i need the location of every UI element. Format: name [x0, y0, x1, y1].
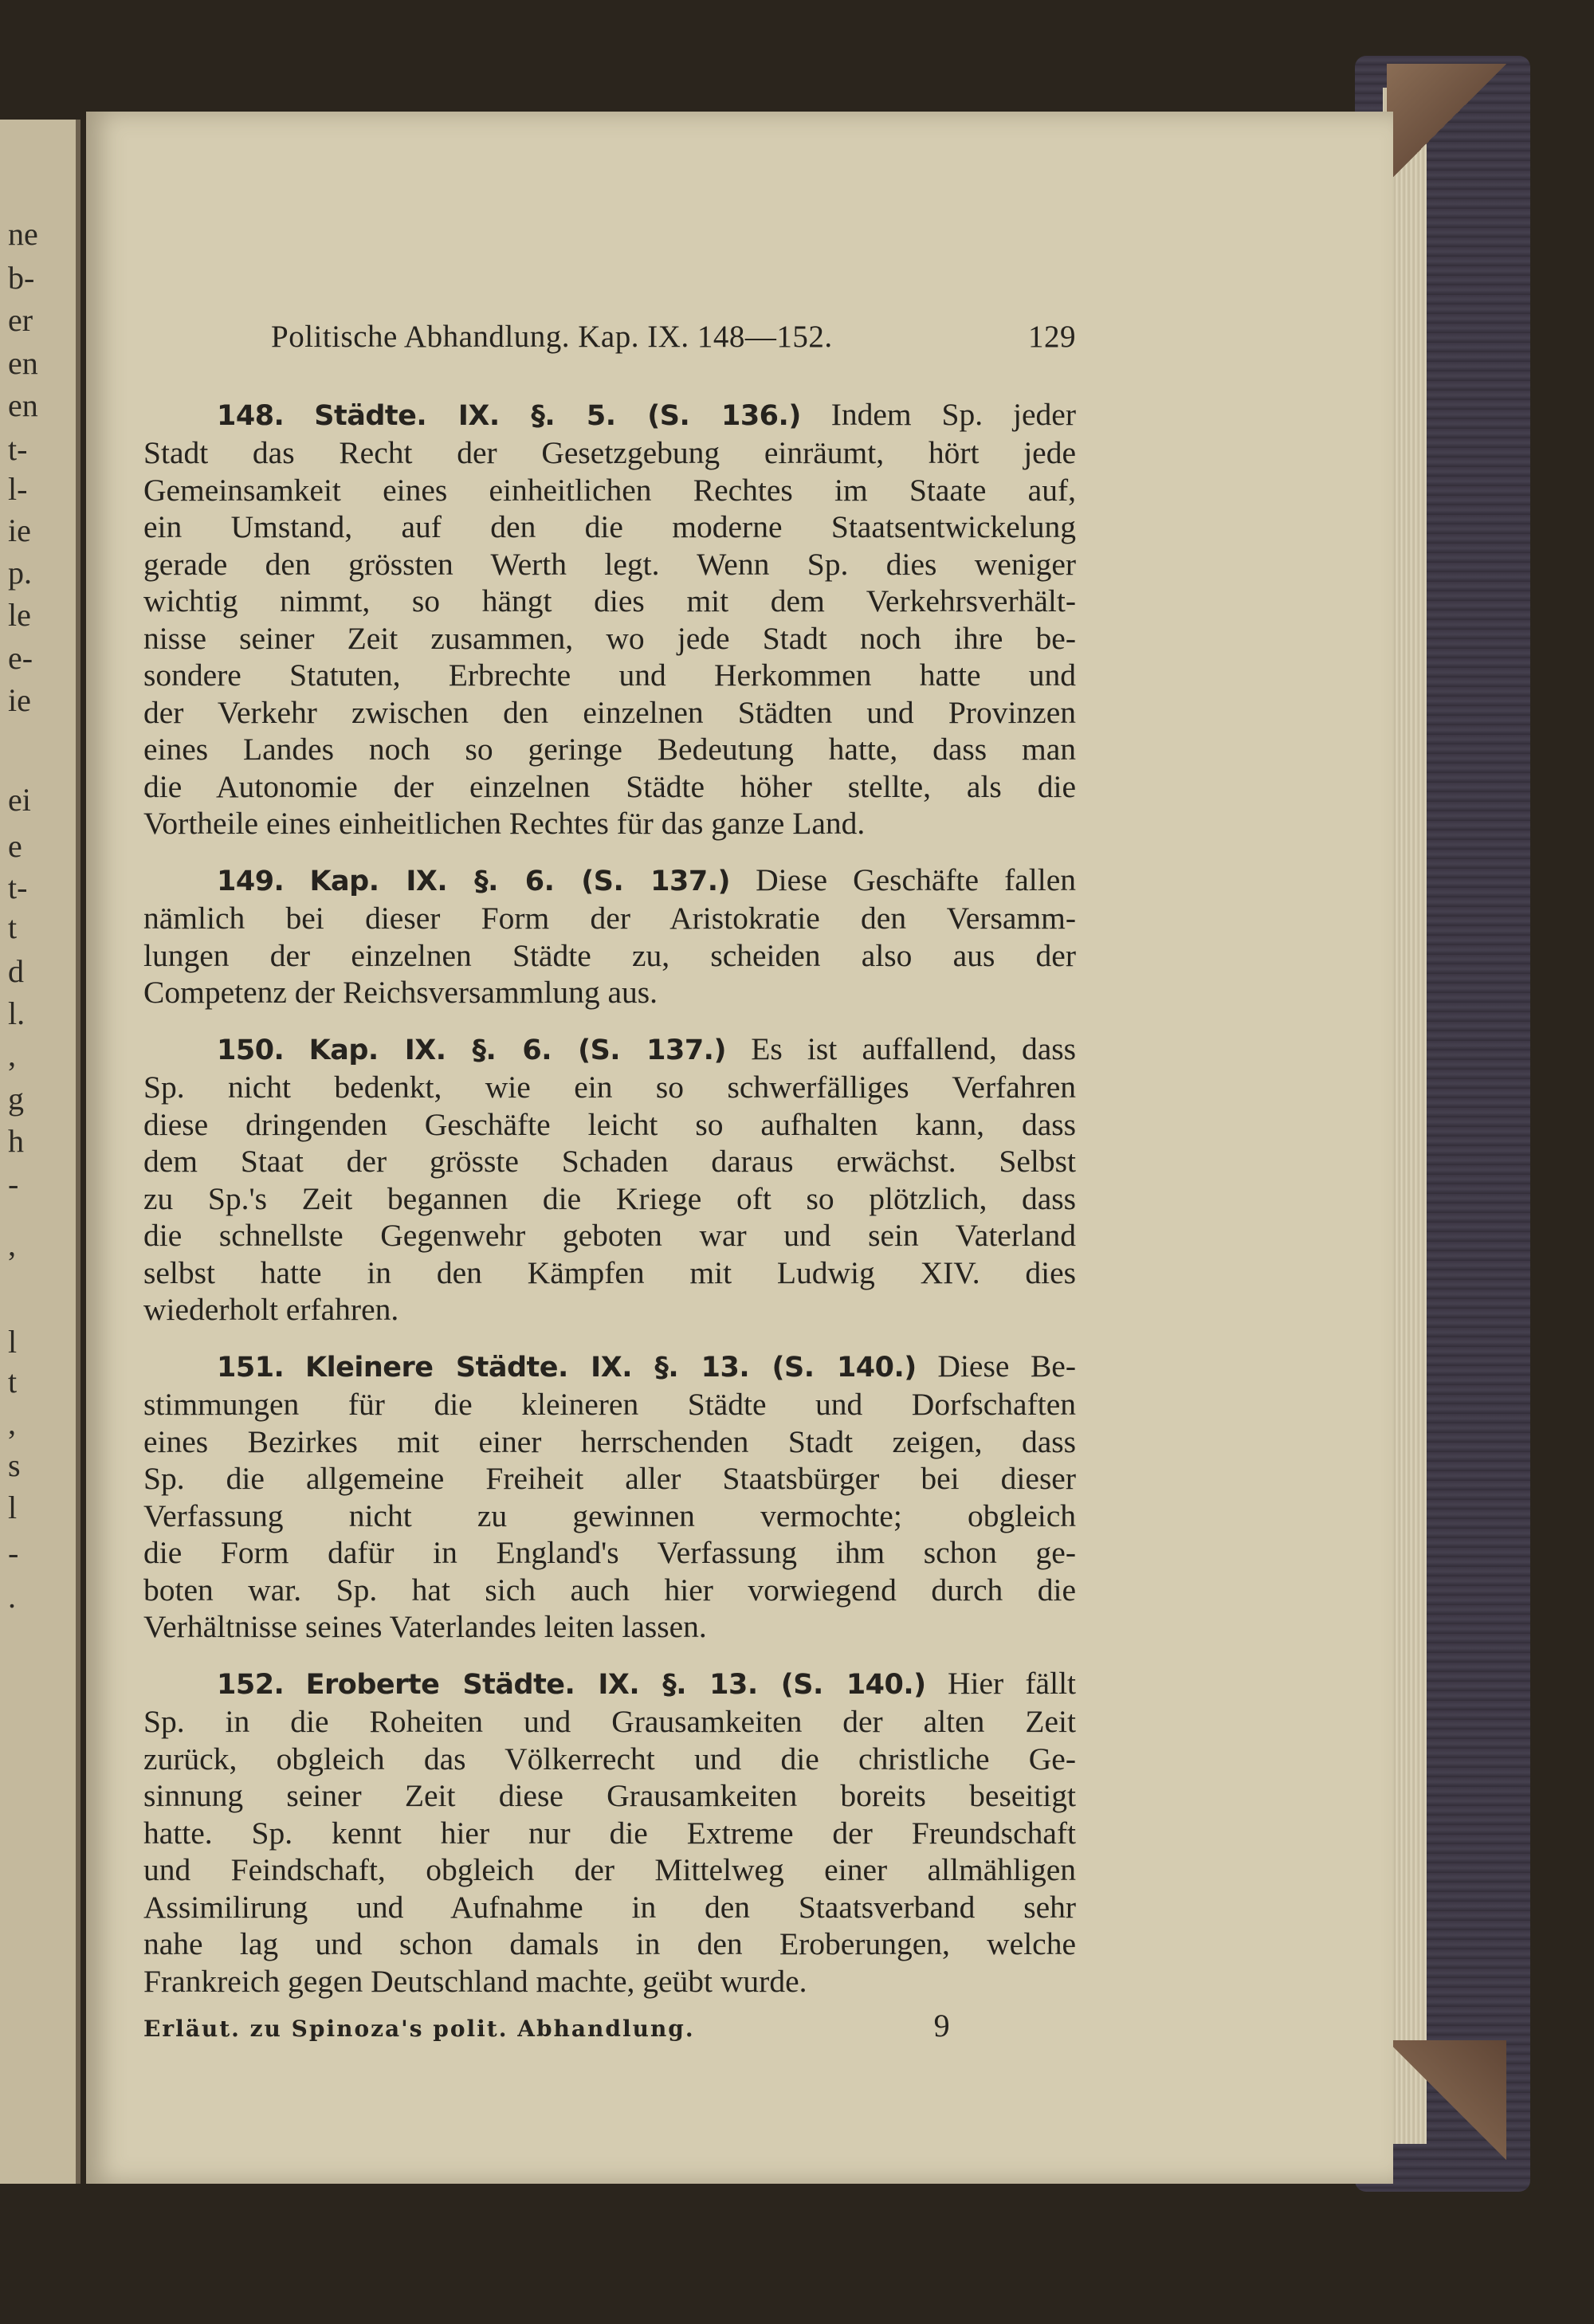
note-number: 150.	[217, 1034, 285, 1066]
left-page-fragment: ,	[8, 1227, 16, 1262]
left-page-fragment: g	[8, 1081, 24, 1117]
note-heading: Eroberte Städte. IX. §. 13. (S. 140.)	[305, 1668, 926, 1701]
left-page-fragment: t-	[8, 870, 28, 905]
note-line: zurück, obgleich das Völkerrecht und die christliche Ge-	[143, 1741, 1076, 1776]
left-page-fragment: e-	[8, 640, 33, 676]
note-line: Gemeinsamkeit eines einheitlichen Rechtes im Staate auf,	[143, 472, 1076, 508]
left-page-fragment: en	[8, 387, 38, 423]
note-line: Stadt das Recht der Gesetzgebung einräumt, hört jede	[143, 435, 1076, 470]
note-heading: Kleinere Städte. IX. §. 13. (S. 140.)	[304, 1351, 917, 1384]
left-page-fragment: ,	[8, 1037, 16, 1073]
left-page-fragment: l-	[8, 471, 28, 507]
note-line: zu Sp.'s Zeit begannen die Kriege oft so plötzlich, dass	[143, 1180, 1076, 1216]
note-number: 149.	[217, 865, 285, 897]
note-line-text: Diese Geschäfte fallen	[756, 862, 1077, 897]
note-line: diese dringenden Geschäfte leicht so aufhalten kann, dass	[143, 1106, 1076, 1142]
running-head-title: Politische Abhandlung. Kap. IX. 148—152.	[271, 320, 833, 354]
note-line: Vortheile eines einheitlichen Rechtes für das ganze Land.	[143, 806, 866, 841]
page-footer	[143, 2008, 1076, 2048]
note-line: Assimilirung und Aufnahme in den Staatsverband sehr	[143, 1889, 1076, 1925]
left-page-fragment: -	[8, 1166, 19, 1202]
note-line: sinnung seiner Zeit diese Grausamkeiten boreits beseitigt	[143, 1778, 1076, 1813]
note-line: Sp. nicht bedenkt, wie ein so schwerfälliges Verfahren	[143, 1070, 1076, 1105]
note-line	[143, 1665, 1076, 1704]
note-heading: Kap. IX. §. 6. (S. 137.)	[308, 1034, 726, 1066]
note-line: wiederholt erfahren.	[143, 1292, 399, 1327]
note-line	[143, 1030, 1076, 1070]
left-page-fragment: h	[8, 1123, 24, 1159]
left-page-fragment: le	[8, 597, 31, 633]
left-page-fragment: t-	[8, 431, 28, 467]
note-line: dem Staat der grösste Schaden daraus erwächst. Selbst	[143, 1144, 1076, 1179]
left-page-fragment: e	[8, 828, 22, 864]
note-148	[143, 396, 1076, 842]
note-line: hatte. Sp. kennt hier nur die Extreme der Freundschaft	[143, 1815, 1076, 1851]
note-line-text: Hier fällt	[947, 1665, 1077, 1701]
left-page-fragment: ie	[8, 512, 31, 548]
note-number: 151.	[217, 1351, 285, 1384]
note-line: Verhältnisse seines Vaterlandes leiten lassen.	[143, 1609, 707, 1644]
note-line	[143, 396, 1076, 435]
note-line: nahe lag und schon damals in den Eroberungen, welche	[143, 1926, 1076, 1961]
page-number: 129	[1028, 320, 1076, 354]
left-page-fragment: ei	[8, 782, 31, 818]
left-page-fragment: ne	[8, 216, 38, 252]
note-line: die Autonomie der einzelnen Städte höher stellte, als die	[143, 768, 1076, 804]
running-head	[271, 319, 1076, 356]
left-page-fragment: t	[8, 909, 18, 945]
left-page-fragment: ,	[8, 1405, 16, 1441]
note-line-text: Diese Be-	[937, 1348, 1076, 1384]
left-page-fragment: en	[8, 345, 38, 381]
left-page-fragment: t	[8, 1364, 18, 1400]
note-149	[143, 862, 1076, 1011]
note-line-text: Es ist auffallend, dass	[751, 1030, 1076, 1066]
left-page-fragment: er	[8, 302, 33, 338]
note-line: boten war. Sp. hat sich auch hier vorwiegend durch die	[143, 1572, 1076, 1608]
left-page-fragment: -	[8, 1535, 19, 1571]
note-line-text: Indem Sp. jeder	[830, 396, 1076, 432]
note-line: die Form dafür in England's Verfassung ihm schon ge-	[143, 1535, 1076, 1570]
note-line: die schnellste Gegenwehr geboten war und sein Vaterland	[143, 1218, 1076, 1253]
book-corner-top	[1387, 64, 1506, 183]
note-line: Sp. in die Roheiten und Grausamkeiten der alten Zeit	[143, 1704, 1076, 1739]
note-line: Verfassung nicht zu gewinnen vermochte; obgleich	[143, 1498, 1076, 1533]
note-151	[143, 1348, 1076, 1646]
note-line: und Feindschaft, obgleich der Mittelweg einer allmähligen	[143, 1852, 1076, 1887]
signature-mark: 9	[933, 2008, 950, 2043]
book-corner-bottom	[1387, 2040, 1506, 2160]
note-line: Competenz der Reichsversammlung aus.	[143, 975, 658, 1010]
note-150	[143, 1030, 1076, 1329]
note-heading: Kap. IX. §. 6. (S. 137.)	[309, 865, 731, 897]
note-line: eines Landes noch so geringe Bedeutung hatte, dass man	[143, 732, 1076, 767]
left-page-fragment: .	[8, 1579, 16, 1615]
footer-credit: Erläut. zu Spinoza's polit. Abhandlung.	[143, 2016, 695, 2042]
left-page-fragment: b-	[8, 260, 35, 296]
note-line: Sp. die allgemeine Freiheit aller Staatsbürger bei dieser	[143, 1461, 1076, 1496]
note-line	[143, 1348, 1076, 1387]
left-page-fragment: s	[8, 1447, 21, 1483]
note-line: sondere Statuten, Erbrechte und Herkommen hatte und	[143, 658, 1076, 693]
left-page-fragment: l	[8, 1490, 18, 1525]
left-page-fragment: d	[8, 953, 24, 989]
note-line: nämlich bei dieser Form der Aristokratie den Versamm-	[143, 901, 1076, 936]
note-line: eines Bezirkes mit einer herrschenden Stadt zeigen, dass	[143, 1423, 1076, 1459]
note-line: Frankreich gegen Deutschland machte, geübt wurde.	[143, 1963, 807, 1999]
note-line: lungen der einzelnen Städte zu, scheiden also aus der	[143, 937, 1076, 973]
left-page-fragment: p.	[8, 555, 32, 591]
left-page-edge	[0, 120, 80, 2184]
note-152	[143, 1665, 1076, 2000]
note-line: gerade den grössten Werth legt. Wenn Sp. dies weniger	[143, 546, 1076, 582]
left-page-fragment: l.	[8, 995, 26, 1031]
note-heading: Städte. IX. §. 5. (S. 136.)	[314, 399, 801, 432]
note-line: selbst hatte in den Kämpfen mit Ludwig XIV. dies	[143, 1254, 1076, 1290]
note-line	[143, 862, 1076, 901]
left-page-fragment: ie	[8, 682, 31, 718]
page-text	[143, 319, 1076, 2048]
note-line: ein Umstand, auf den die moderne Staatsentwickelung	[143, 509, 1076, 544]
note-number: 152.	[217, 1668, 285, 1701]
note-line: nisse seiner Zeit zusammen, wo jede Stadt noch ihre be-	[143, 620, 1076, 656]
left-page-fragment: l	[8, 1324, 18, 1360]
note-line: stimmungen für die kleineren Städte und Dorfschaften	[143, 1387, 1076, 1422]
notes-list	[143, 396, 1076, 2000]
note-line: wichtig nimmt, so hängt dies mit dem Verkehrsverhält-	[143, 583, 1076, 618]
note-number: 148.	[217, 399, 285, 432]
note-line: der Verkehr zwischen den einzelnen Städten und Provinzen	[143, 694, 1076, 730]
